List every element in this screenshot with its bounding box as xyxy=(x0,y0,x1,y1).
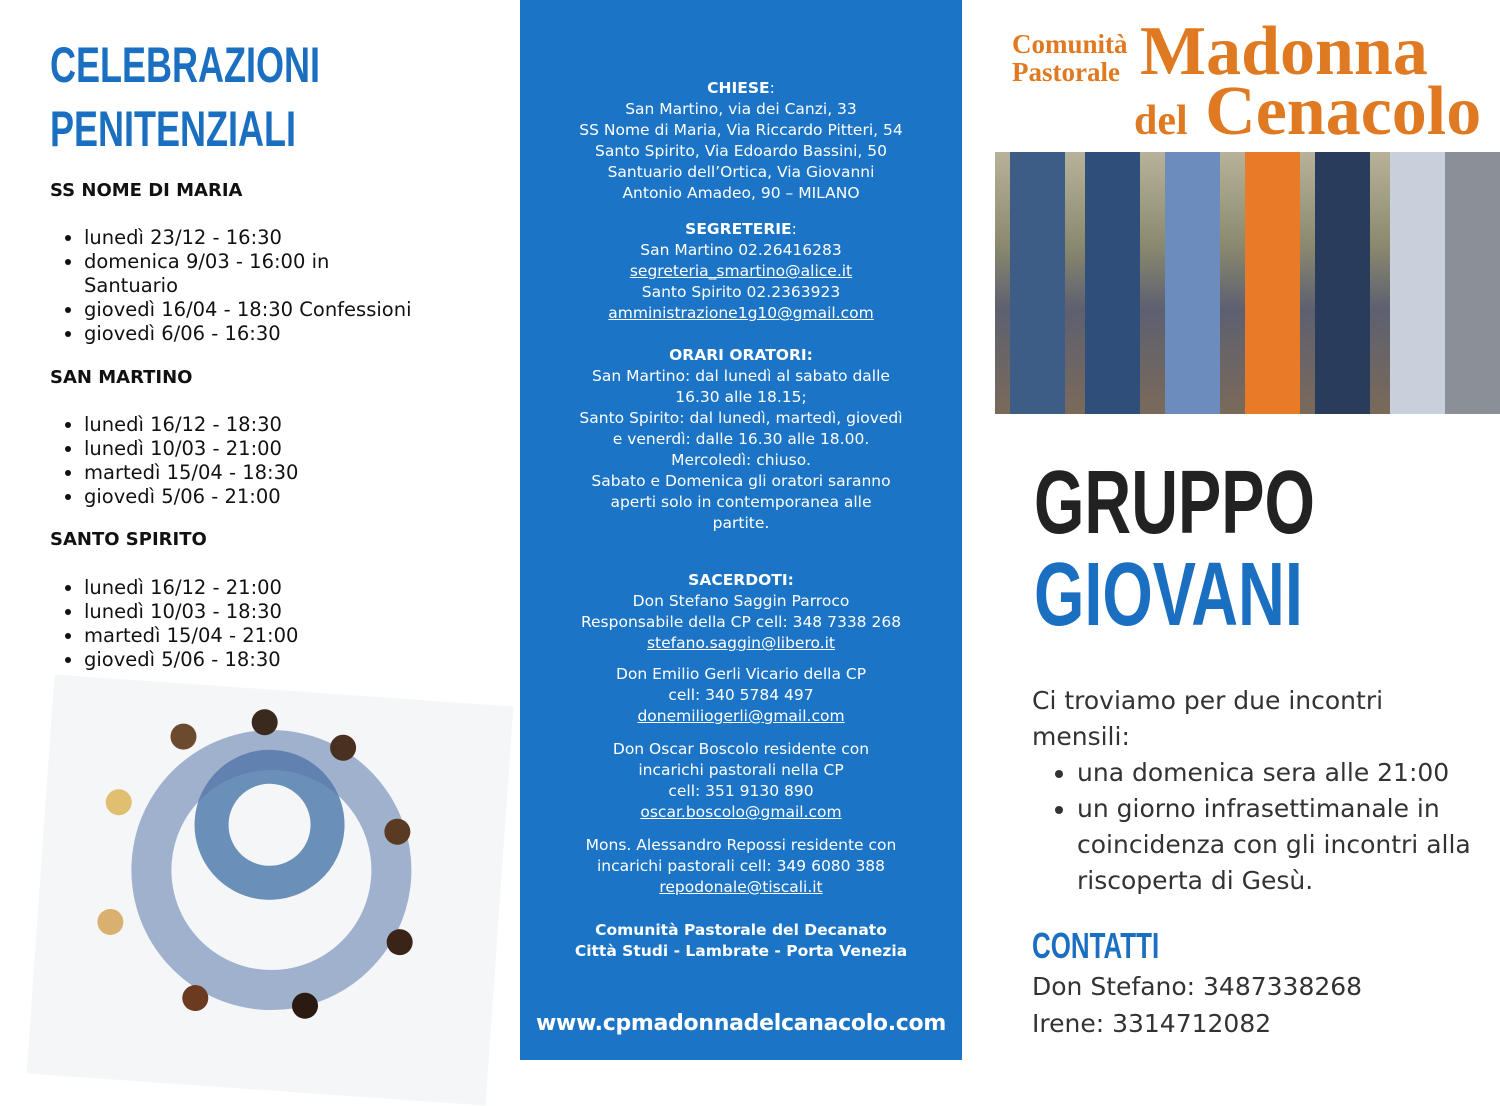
schedule-list xyxy=(84,576,484,672)
hours-line: Sabato e Domenica gli oratori saranno xyxy=(591,472,891,490)
hours-line: partite. xyxy=(712,514,770,532)
list-item: • martedì 15/04 - 18:30 xyxy=(84,461,484,485)
phone: Santo Spirito 02.2363923 xyxy=(641,283,841,301)
logo-small: Comunità Pastorale xyxy=(1012,29,1128,87)
footer-line: Comunità Pastorale del Decanato xyxy=(595,921,887,939)
priests-heading: SACERDOTI: xyxy=(688,571,794,589)
section-heading: SANTO SPIRITO xyxy=(50,529,207,550)
church-address: Santo Spirito, Via Edoardo Bassini, 50 xyxy=(595,142,887,160)
right-panel xyxy=(962,0,1500,1060)
schedule-list xyxy=(84,413,484,509)
title-line1: CELEBRAZIONI xyxy=(50,37,320,93)
left-panel xyxy=(0,0,520,1060)
list-item: • lunedì 16/12 - 21:00 xyxy=(84,576,484,600)
email-link[interactable]: amministrazione1g10@gmail.com xyxy=(608,304,874,322)
section-heading: SS NOME DI MARIA xyxy=(50,180,243,201)
group-title-line2: GIOVANI xyxy=(1034,545,1303,645)
list-item: • lunedì 10/03 - 18:30 xyxy=(84,600,484,624)
schedule-list xyxy=(84,226,484,346)
secretariats-block: SEGRETERIE: San Martino 02.26416283 segreteria_smartino@alice.it Santo Spirito 02.2363923 amministrazione1g10@gmail.com xyxy=(520,219,962,324)
priest-line: Responsabile della CP cell: 348 7338 268 xyxy=(580,613,902,631)
list-item: • giovedì 5/06 - 18:30 xyxy=(84,648,484,672)
hours-line: Santo Spirito: dal lunedì, martedì, giovedì xyxy=(579,409,903,427)
deanery-footer xyxy=(520,920,962,962)
priest-line: incarichi pastorali cell: 349 6080 388 xyxy=(596,857,886,875)
hours-line: 16.30 alle 18.15; xyxy=(675,388,807,406)
list-item: • domenica 9/03 - 16:00 in Santuario xyxy=(84,250,354,298)
list-item: • lunedì 10/03 - 21:00 xyxy=(84,437,484,461)
list-item: • una domenica sera alle 21:00 xyxy=(1077,755,1477,791)
group-circle-photo xyxy=(27,674,514,1105)
priest-line: Don Stefano Saggin Parroco xyxy=(632,592,850,610)
email-link[interactable]: segreteria_smartino@alice.it xyxy=(629,262,853,280)
list-item: • giovedì 5/06 - 21:00 xyxy=(84,485,484,509)
hours-line: e venerdì: dalle 16.30 alle 18.00. xyxy=(612,430,870,448)
title-line2: PENITENZIALI xyxy=(50,101,297,157)
group-title-line1: GRUPPO xyxy=(1034,453,1315,553)
info-panel xyxy=(520,0,962,1060)
list-item: • lunedì 23/12 - 16:30 xyxy=(84,226,484,250)
priest-line: Don Emilio Gerli Vicario della CP xyxy=(615,665,867,683)
priest-line: Mons. Alessandro Repossi residente con xyxy=(585,836,897,854)
email-link[interactable]: repodonale@tiscali.it xyxy=(659,878,823,896)
church-address: SS Nome di Maria, Via Riccardo Pitteri, 54 xyxy=(579,121,903,139)
meeting-list xyxy=(1077,755,1477,899)
oratory-hours-heading: ORARI ORATORI: xyxy=(669,346,813,364)
priest-line: cell: 340 5784 497 xyxy=(668,686,814,704)
email-link[interactable]: donemiliogerli@gmail.com xyxy=(637,707,845,725)
hours-line: Mercoledì: chiuso. xyxy=(671,451,811,469)
secretariats-heading: SEGRETERIE xyxy=(685,220,792,238)
contact-line: Irene: 3314712082 xyxy=(1032,1009,1272,1038)
intro-text: Ci troviamo per due incontri mensili: xyxy=(1032,686,1384,751)
logo-big: Madonna del Cenacolo xyxy=(1134,13,1482,150)
list-item: • giovedì 16/04 - 18:30 Confessioni xyxy=(84,298,484,322)
list-item: • un giorno infrasettimanale in coincidenza con gli incontri alla riscoperta di Gesù. xyxy=(1077,791,1477,899)
teenagers-photo xyxy=(995,152,1500,414)
church-address: Antonio Amadeo, 90 – MILANO xyxy=(622,184,860,202)
priests-block xyxy=(520,570,962,898)
priest-line: incarichi pastorali nella CP xyxy=(638,761,844,779)
contact-line: Don Stefano: 3487338268 xyxy=(1032,972,1363,1001)
hours-line: aperti solo in contemporanea alle xyxy=(610,493,872,511)
hours-line: San Martino: dal lunedì al sabato dalle xyxy=(592,367,890,385)
priest-line: cell: 351 9130 890 xyxy=(668,782,814,800)
footer-line: Città Studi - Lambrate - Porta Venezia xyxy=(574,942,908,960)
list-item: • lunedì 16/12 - 18:30 xyxy=(84,413,484,437)
church-address: San Martino, via dei Canzi, 33 xyxy=(625,100,857,118)
section-heading: SAN MARTINO xyxy=(50,367,193,388)
contacts-heading: CONTATTI xyxy=(1032,925,1160,966)
email-link[interactable]: oscar.boscolo@gmail.com xyxy=(640,803,842,821)
priest-line: Don Oscar Boscolo residente con xyxy=(612,740,870,758)
oratory-hours-block xyxy=(520,345,962,534)
website-link[interactable]: www.cpmadonnadelcanacolo.com xyxy=(536,1011,946,1036)
phone: San Martino 02.26416283 xyxy=(640,241,842,259)
list-item: • giovedì 6/06 - 16:30 xyxy=(84,322,484,346)
churches-heading: CHIESE xyxy=(707,79,770,97)
church-address: Santuario dell’Ortica, Via Giovanni xyxy=(607,163,875,181)
churches-block: CHIESE: San Martino, via dei Canzi, 33 SS Nome di Maria, Via Riccardo Pitteri, 54 Santo Spirito, Via Edoardo Bassini, 50 Santuario dell’Ortica, Via Giovanni Antonio Amadeo, 90 – MILANO xyxy=(520,78,962,204)
list-item: • martedì 15/04 - 21:00 xyxy=(84,624,484,648)
email-link[interactable]: stefano.saggin@libero.it xyxy=(646,634,836,652)
